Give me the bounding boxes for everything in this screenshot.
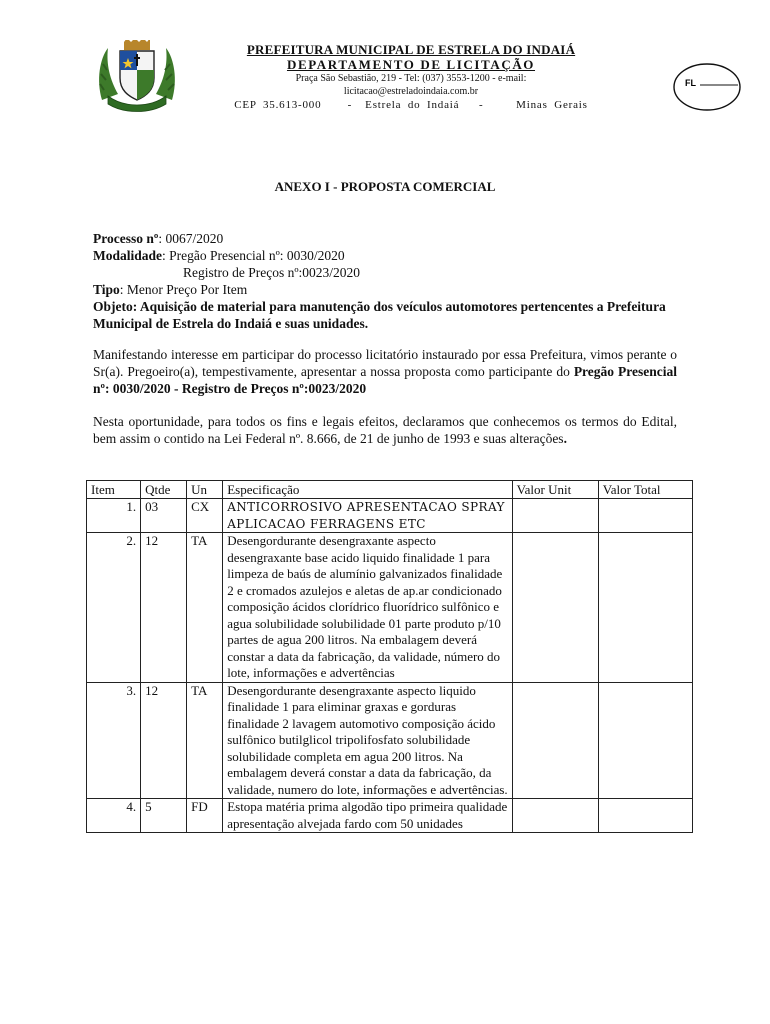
header-un: Un <box>187 481 223 499</box>
table-row <box>87 682 693 799</box>
declaration-paragraph <box>93 413 677 447</box>
row-un: TA <box>187 682 223 799</box>
row-unit-value[interactable] <box>512 799 598 833</box>
process-info <box>93 230 677 332</box>
row-total-value[interactable] <box>598 533 692 683</box>
row-item: 4. <box>87 799 141 833</box>
processo-line <box>93 230 677 247</box>
address-line: Praça São Sebastião, 219 - Tel: (037) 3553-1200 - e-mail: <box>295 73 527 84</box>
row-item: 1. <box>87 499 141 533</box>
annex-title: ANEXO I - PROPOSTA COMERCIAL <box>274 179 496 194</box>
items-table <box>86 480 693 833</box>
declaration-bold-end: . <box>563 431 567 446</box>
header-qtde: Qtde <box>141 481 187 499</box>
modalidade-line <box>93 247 677 264</box>
coat-of-arms-icon <box>94 40 180 112</box>
email-line: licitacao@estreladoindaia.com.br <box>343 86 479 97</box>
row-qtde: 12 <box>141 533 187 683</box>
objeto-label: Objeto: <box>93 299 138 314</box>
tipo-line <box>93 281 677 298</box>
department-title: DEPARTAMENTO DE LICITAÇÃO <box>286 57 536 72</box>
header-total-value: Valor Total <box>598 481 692 499</box>
row-qtde: 12 <box>141 682 187 799</box>
row-item: 2. <box>87 533 141 683</box>
processo-label: Processo nº <box>93 231 159 246</box>
row-total-value[interactable] <box>598 799 692 833</box>
row-un: TA <box>187 533 223 683</box>
modalidade-value: : Pregão Presencial nº: 0030/2020 <box>162 248 345 263</box>
fl-stamp-label: FL <box>685 78 696 88</box>
fl-stamp-icon <box>672 62 742 112</box>
table-row <box>87 799 693 833</box>
row-total-value[interactable] <box>598 682 692 799</box>
row-unit-value[interactable] <box>512 499 598 533</box>
tipo-label: Tipo <box>93 282 120 297</box>
declaration-text: Nesta oportunidade, para todos os fins e legais efeitos, declaramos que conhecemos os termos do Edital, bem assim o contido na Lei Federal nº. 8.666, de 21 de junho de 1993 e suas alterações <box>93 414 677 446</box>
header-unit-value: Valor Unit <box>512 481 598 499</box>
row-un: CX <box>187 499 223 533</box>
letterhead <box>196 42 626 113</box>
row-unit-value[interactable] <box>512 533 598 683</box>
row-unit-value[interactable] <box>512 682 598 799</box>
modalidade-label: Modalidade <box>93 248 163 263</box>
interest-paragraph <box>93 346 677 397</box>
row-total-value[interactable] <box>598 499 692 533</box>
table-row <box>87 499 693 533</box>
table-row <box>87 533 693 683</box>
header-item: Item <box>87 481 141 499</box>
objeto-line <box>93 298 677 332</box>
row-spec: Estopa matéria prima algodão tipo primeira qualidade apresentação alvejada fardo com 50 unidades <box>223 799 512 833</box>
header-spec: Especificação <box>223 481 512 499</box>
row-item: 3. <box>87 682 141 799</box>
tipo-value: : Menor Preço Por Item <box>119 282 248 297</box>
interest-bold: Pregão Presencial nº: 0030/2020 - Registro de Preços nº:0023/2020 <box>93 364 677 396</box>
cep-line: CEP 35.613-000 - Estrela do Indaiá - Minas Gerais <box>234 99 588 111</box>
row-spec: ANTICORROSIVO APRESENTACAO SPRAY APLICACAO FERRAGENS ETC <box>223 499 512 533</box>
registro-line: Registro de Preços nº:0023/2020 <box>183 265 361 280</box>
row-qtde: 5 <box>141 799 187 833</box>
processo-value: : 0067/2020 <box>158 231 224 246</box>
interest-text: Manifestando interesse em participar do processo licitatório instaurado por essa Prefeitura, vimos perante o Sr(a). Pregoeiro(a), tempestivamente, apresentar a nossa proposta como participante do <box>93 347 677 379</box>
row-spec: Desengordurante desengraxante aspecto desengraxante base acido liquido finalidade 1 para limpeza de baús de alumínio galvanizados finalidade 2 e cromados azulejos e aletas de ap.ar condicionado composição ácidos clorídrico fluorídrico sulfônico e agua solubilidade solubilidade 01 parte produto p/10 partes de agua 200 litros. Na embalagem deverá constar a data da fabricação, da validade, número do lote, informações e advertências <box>223 533 512 683</box>
row-spec: Desengordurante desengraxante aspecto liquido finalidade 1 para eliminar graxas e gorduras finalidade 2 lavagem automotivo composição ácido sulfônico butilglicol tripolifosfato solubilidade solubilidade completa em agua 200 litros. Na embalagem deverá constar a data da fabricação, da validade, numero do lote, informações e advertências. <box>223 682 512 799</box>
prefeitura-title: PREFEITURA MUNICIPAL DE ESTRELA DO INDAIÁ <box>246 42 576 57</box>
objeto-value: Aquisição de material para manutenção dos veículos automotores pertencentes a Prefeitura Municipal de Estrela do Indaiá e suas unidades. <box>93 299 666 331</box>
table-header-row <box>87 481 693 499</box>
row-un: FD <box>187 799 223 833</box>
row-qtde: 03 <box>141 499 187 533</box>
